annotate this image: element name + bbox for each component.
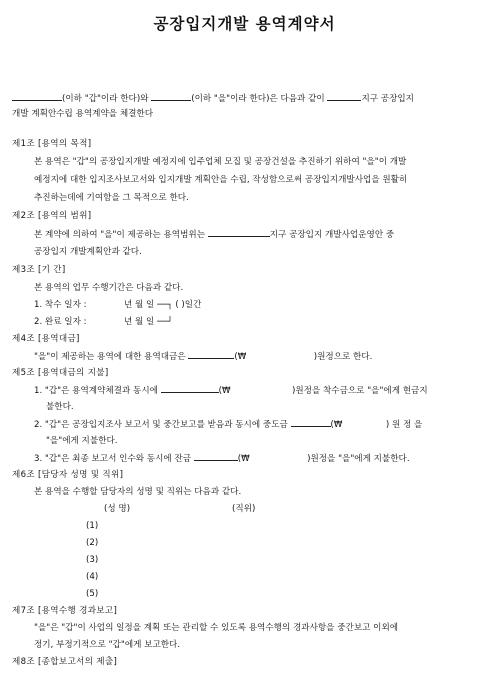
article-8-heading: 제8조 [종합보고서의 제출] (12, 657, 118, 667)
district-blank (327, 92, 361, 101)
party-b-blank (151, 92, 191, 101)
article-4-text-a: "을"이 제공하는 용역에 대한 용역대금은 (34, 352, 186, 362)
district-blank-2 (208, 228, 270, 237)
payment-item-3 (34, 452, 410, 465)
payment-1-text-c: )원정을 착수금으로 "을"에게 현금지 (291, 386, 428, 396)
payment-1-text-b: (₩ (218, 386, 231, 396)
start-date-row (34, 299, 201, 311)
staff-item-3: (3) (86, 555, 99, 565)
position-column-header: (직위) (232, 504, 256, 514)
down-payment-blank (161, 384, 219, 393)
payment-item-2-cont: "을"에게 지불한다. (46, 436, 118, 446)
payment-3-text-a: 3. "갑"은 최종 보고서 인수와 동시에 잔금 (34, 454, 192, 464)
end-date-row (34, 316, 173, 328)
end-date-value: 년 월 일 (123, 317, 155, 327)
duration-days: ( )일간 (175, 300, 202, 310)
article-6-line-1: 본 용역을 수행할 담당자의 성명 및 직위는 다음과 같다. (34, 487, 242, 497)
article-4-line-1 (34, 350, 372, 363)
article-3-line-1: 본 용역의 업무 수행기간은 다음과 같다. (34, 283, 184, 293)
article-4-heading: 제4조 [용역대금] (12, 334, 80, 344)
article-2-line-1 (34, 228, 394, 241)
payment-1-text-a: 1. "갑"은 용역계약체결과 동시에 (34, 386, 158, 396)
start-date-value: 년 월 일 (123, 300, 155, 310)
article-6-heading: 제6조 [담당자 성명 및 직위] (12, 470, 124, 480)
name-column-header: (성 명) (104, 504, 131, 514)
article-2-heading: 제2조 [용역의 범위] (12, 211, 92, 221)
article-4-text-b: (₩ (234, 352, 247, 362)
intro-part2: (이하 "을"이라 한다)은 다음과 같이 (191, 94, 325, 104)
intro-line-2: 개발 계획안수립 용역계약을 체결한다 (12, 109, 154, 119)
payment-3-text-b: (₩ (237, 454, 250, 464)
bracket-connector-icon: ──┐ (157, 300, 173, 310)
article-2-line-1b: 지구 공장입지 개발사업운영안 중 (269, 230, 395, 240)
intro-line-1 (12, 92, 414, 105)
payment-2-text-c: ) 원 정 을 (385, 420, 423, 430)
staff-item-1: (1) (86, 521, 99, 531)
payment-item-1 (34, 384, 428, 397)
article-5-heading: 제5조 [용역대금의 지불] (12, 368, 109, 378)
staff-item-2: (2) (86, 538, 99, 548)
balance-blank (194, 452, 238, 461)
payment-2-text-b: (₩ (330, 420, 343, 430)
article-2-line-1a: 본 계약에 의하여 "을"이 제공하는 용역범위는 (34, 230, 205, 240)
end-date-label: 2. 완료 일자 : (34, 317, 87, 327)
article-7-line-2: 정기, 부정기적으로 "갑"에게 보고한다. (34, 640, 181, 650)
payment-item-2 (34, 418, 422, 431)
document-title: 공장입지개발 용역계약서 (153, 15, 336, 33)
interim-payment-blank (291, 418, 331, 427)
article-3-heading: 제3조 [기 간] (12, 265, 66, 275)
payment-item-1-cont: 불한다. (46, 402, 74, 412)
article-7-line-1: "을"은 "갑"이 사업의 일정을 계획 또는 관리할 수 있도록 용역수행의 경과사항을 중간보고 이외에 (34, 623, 399, 633)
fee-blank (188, 350, 234, 359)
bracket-end-icon: ──┘ (157, 317, 173, 327)
article-1-line-2: 예정지에 대한 입지조사보고서와 입지개발 계획안을 수립, 작성함으로써 공장입지개발사업을 원활히 (34, 175, 408, 185)
staff-item-4: (4) (86, 572, 99, 582)
party-a-blank (12, 92, 62, 101)
article-1-line-1: 본 용역은 "갑"의 공장입지개발 예정지에 입주업체 모집 및 공장건설을 추진하기 위하여 "을"이 개발 (34, 157, 407, 167)
article-2-line-2: 공장입지 개발계획안과 같다. (34, 247, 142, 257)
article-1-heading: 제1조 [용역의 목적] (12, 139, 92, 149)
article-7-heading: 제7조 [용역수행 경과보고] (12, 606, 118, 616)
payment-3-text-c: )원정을 "을"에게 지불한다. (307, 454, 410, 464)
article-1-line-3: 추진하는데에 기여함을 그 목적으로 한다. (34, 193, 189, 203)
intro-part1: (이하 "갑"이라 한다)와 (62, 94, 149, 104)
start-date-label: 1. 착수 일자 : (34, 300, 87, 310)
intro-part3: 지구 공장입지 (361, 94, 414, 104)
staff-item-5: (5) (86, 589, 99, 599)
article-4-text-c: )원정으로 한다. (313, 352, 373, 362)
payment-2-text-a: 2. "갑"은 공장입지조사 보고서 및 중간보고를 받음과 동시에 중도금 (34, 420, 288, 430)
